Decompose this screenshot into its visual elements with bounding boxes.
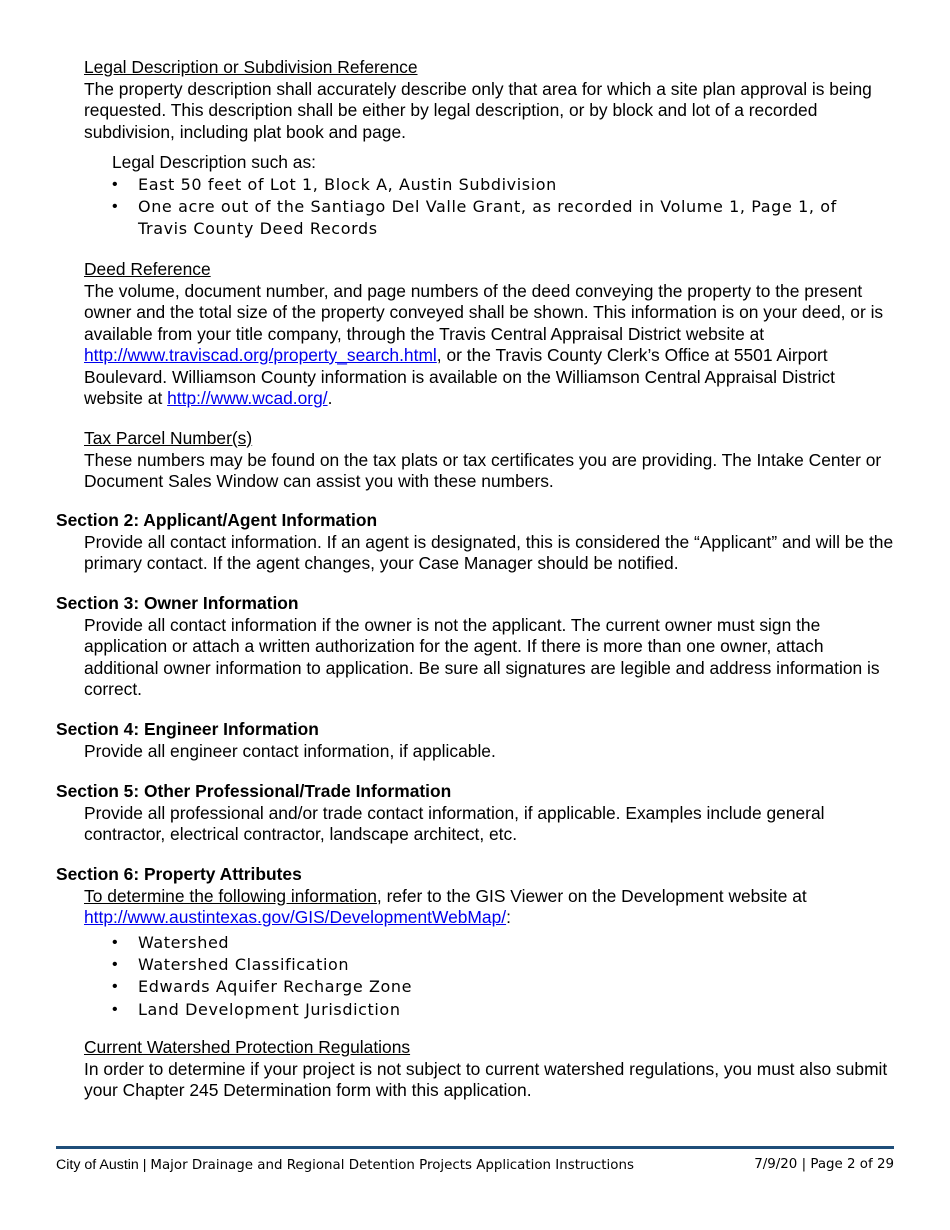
section-3-body: Provide all contact information if the owner is not the applicant. The current owner must sign the application or attach a written authorization for the agent. If there is more than one owner, attach additional owner information to application. Be sure all signatures are legible and address information is correct. xyxy=(84,614,880,699)
deed-text-2: , or the Travis County Clerk’s Office at 5501 Airport Boulevard. Williamson County information is available on the Williamson Central Appraisal District website at xyxy=(84,345,836,408)
section-6-heading: Section 6: Property Attributes xyxy=(56,864,302,884)
list-item: • Land Development Jurisdiction xyxy=(110,999,896,1021)
wcad-link[interactable]: http://www.wcad.org/ xyxy=(167,388,328,408)
list-item: • Watershed Classification xyxy=(110,954,896,976)
gis-viewer-link[interactable]: http://www.austintexas.gov/GIS/DevelopmentWebMap/ xyxy=(84,907,507,927)
watershed-regulations-heading: Current Watershed Protection Regulations xyxy=(84,1037,411,1057)
legal-examples xyxy=(112,152,892,241)
section-2 xyxy=(56,510,896,575)
watershed-regulations-block xyxy=(84,1037,896,1102)
section-6-link-suffix: : xyxy=(506,907,511,927)
list-item: • East 50 feet of Lot 1, Block A, Austin Subdivision xyxy=(110,174,892,196)
property-attributes-list xyxy=(110,932,896,1022)
deed-text-3: . xyxy=(327,388,333,408)
section-4-body: Provide all engineer contact information, if applicable. xyxy=(84,740,496,761)
section-4-heading: Section 4: Engineer Information xyxy=(56,719,319,739)
traviscad-link[interactable]: http://www.traviscad.org/property_search.html xyxy=(84,345,437,365)
legal-description-heading: Legal Description or Subdivision Reference xyxy=(84,57,418,77)
legal-description-body: The property description shall accurately describe only that area for which a site plan approval is being requested. This description shall be either by legal description, or by block and lot of a recorded subdivision, including plat book and page. xyxy=(84,78,872,142)
footer-org: City of Austin | xyxy=(56,1157,147,1173)
watershed-regulations-body: In order to determine if your project is not subject to current watershed regulations, you must also submit your Chapter 245 Determination form with this application. xyxy=(84,1058,888,1100)
list-item: • One acre out of the Santiago Del Valle Grant, as recorded in Volume 1, Page 1, of Travis County Deed Records xyxy=(110,196,892,241)
section-2-body: Provide all contact information. If an agent is designated, this is considered the “Applicant” and will be the primary contact. If the agent changes, your Case Manager should be notified. xyxy=(84,531,894,573)
tax-parcel-heading: Tax Parcel Number(s) xyxy=(84,428,253,448)
footer-date-page: 7/9/20 | Page 2 of 29 xyxy=(754,1157,894,1172)
deed-reference-block xyxy=(84,259,896,410)
tax-parcel-body: These numbers may be found on the tax plats or tax certificates you are providing. The Intake Center or Document Sales Window can assist you with these numbers. xyxy=(84,449,882,491)
list-item: • Watershed xyxy=(110,932,896,954)
section-5-heading: Section 5: Other Professional/Trade Information xyxy=(56,781,452,801)
footer-left xyxy=(56,1156,634,1175)
section-2-heading: Section 2: Applicant/Agent Information xyxy=(56,510,378,530)
tax-parcel-block xyxy=(84,428,896,493)
legal-examples-list xyxy=(110,174,892,241)
section-6-intro-underlined: To determine the following information xyxy=(84,885,377,906)
legal-examples-intro: Legal Description such as: xyxy=(112,152,316,172)
section-6 xyxy=(56,864,896,1021)
deed-reference-heading: Deed Reference xyxy=(84,259,211,279)
section-3 xyxy=(56,593,896,701)
section-6-intro xyxy=(56,886,896,929)
footer-rule xyxy=(56,1146,894,1149)
deed-reference-body xyxy=(84,281,896,410)
section-3-heading: Section 3: Owner Information xyxy=(56,593,299,613)
section-5 xyxy=(56,781,896,846)
section-5-body: Provide all professional and/or trade contact information, if applicable. Examples include general contractor, electrical contractor, landscape architect, etc. xyxy=(84,802,825,844)
section-6-intro-rest: , refer to the GIS Viewer on the Development website at xyxy=(376,885,807,906)
deed-text-1: The volume, document number, and page numbers of the deed conveying the property to the present owner and the total size of the property conveyed shall be shown. This information is on your deed, or is available from your title company, through the Travis Central Appraisal District website at xyxy=(84,280,884,344)
legal-description-block xyxy=(84,57,896,143)
footer-doc-title: Major Drainage and Regional Detention Projects Application Instructions xyxy=(150,1158,634,1173)
list-item: • Edwards Aquifer Recharge Zone xyxy=(110,976,896,998)
section-4 xyxy=(56,719,896,762)
